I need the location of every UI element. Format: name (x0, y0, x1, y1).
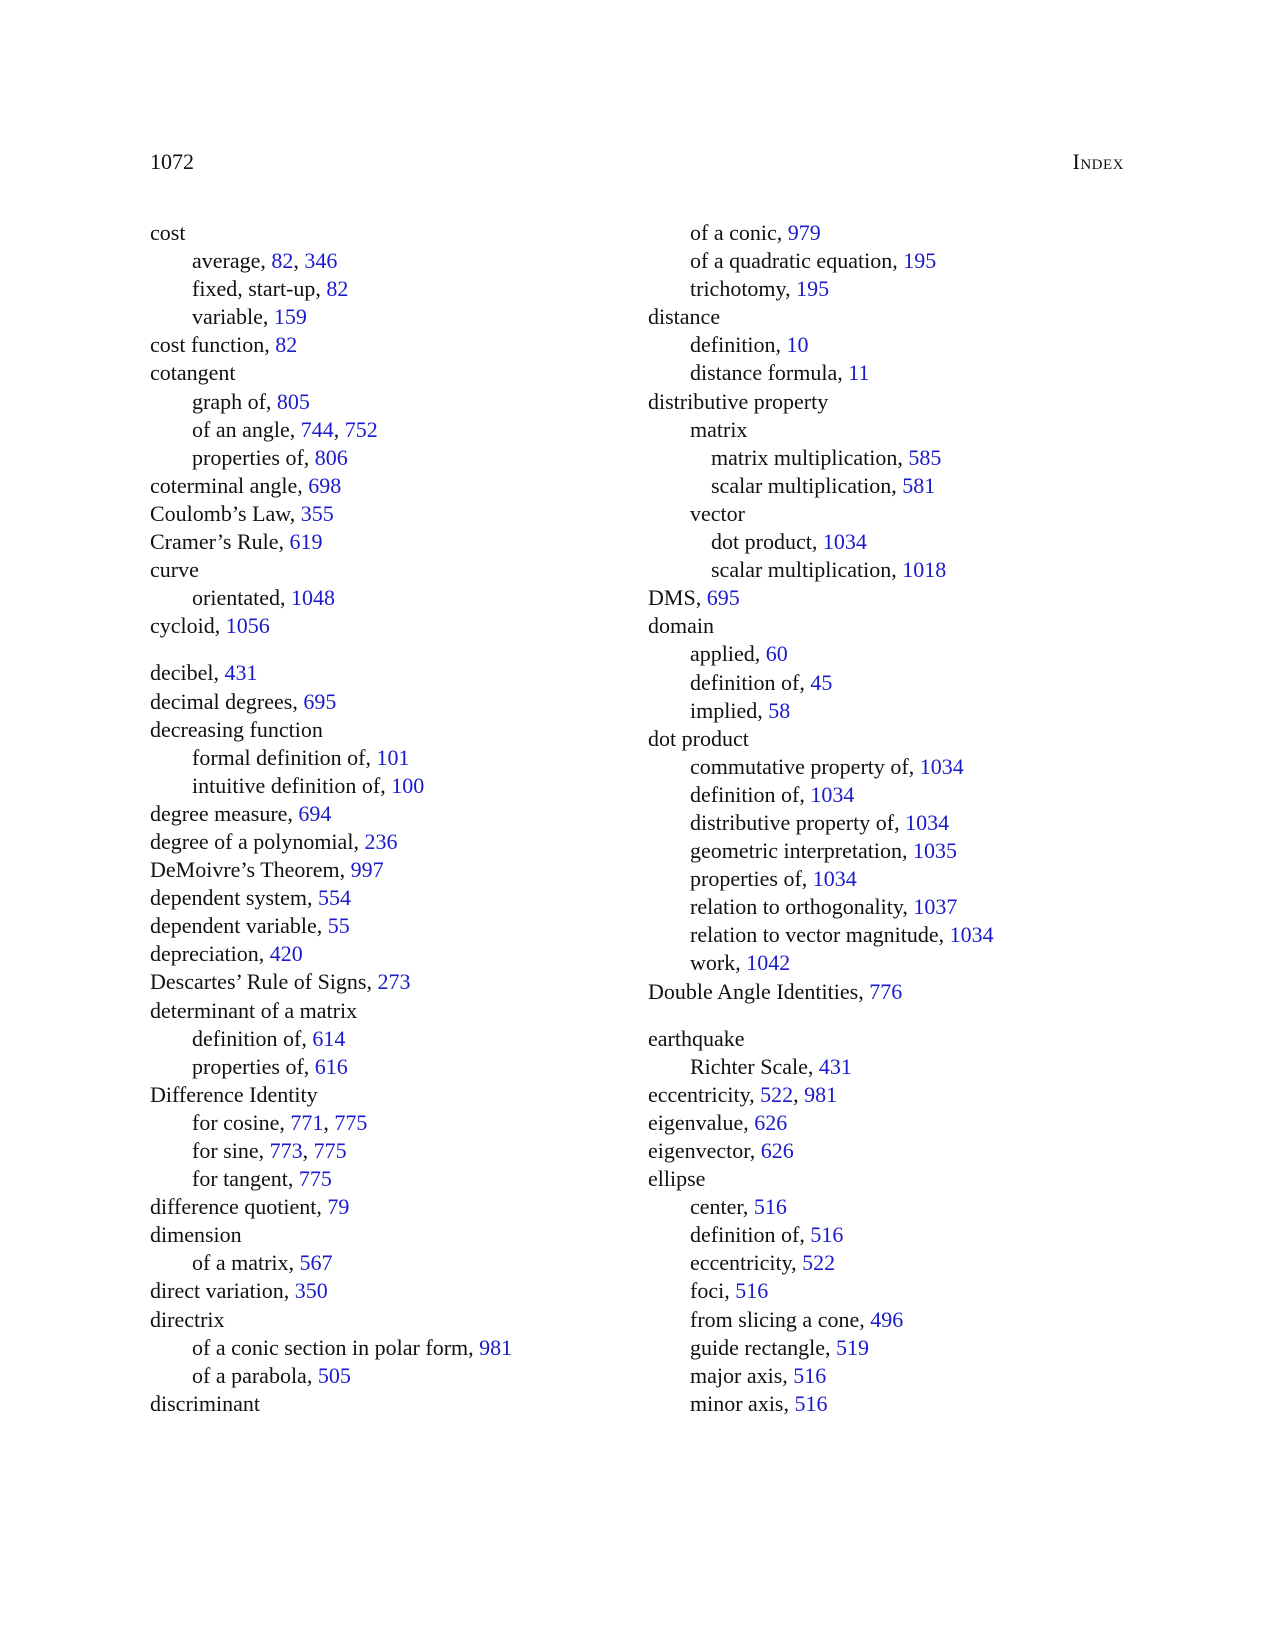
index-term: direct variation (150, 1278, 284, 1304)
index-subentry: from slicing a cone, 496 (690, 1306, 904, 1332)
page-reference-link[interactable]: 1034 (822, 529, 867, 555)
index-subentry: average, 82, 346 (192, 248, 338, 274)
page-reference-link[interactable]: 771 (290, 1109, 324, 1135)
page-reference-link[interactable]: 997 (350, 857, 384, 883)
index-subentry: of an angle, 744, 752 (192, 416, 378, 442)
index-term: Richter Scale (690, 1053, 808, 1079)
index-subentry: dot product, 1034 (711, 529, 867, 555)
page-reference-link[interactable]: 516 (793, 1362, 827, 1388)
index-entry (150, 1390, 650, 1418)
index-subentry: relation to vector magnitude, 1034 (690, 922, 994, 948)
index-entry: depreciation, 420 (150, 941, 303, 967)
page-reference-link[interactable]: 10 (786, 332, 809, 358)
index-term: scalar multiplication (711, 472, 892, 498)
letter-group-gap (648, 1006, 1148, 1025)
index-term: Cramer’s Rule (150, 529, 279, 555)
index-term: relation to vector magnitude (690, 922, 939, 948)
index-entry (648, 303, 1148, 331)
page-reference-link[interactable]: 100 (391, 772, 425, 798)
index-subentry: intuitive definition of, 100 (192, 772, 425, 798)
page-reference-link[interactable]: 775 (298, 1166, 332, 1192)
index-term: geometric interpretation (690, 838, 902, 864)
index-term: degree of a polynomial (150, 828, 354, 854)
page-reference-link[interactable]: 979 (787, 220, 821, 245)
page-reference-link[interactable]: 585 (908, 444, 942, 470)
index-term: commutative property of (690, 753, 909, 779)
page-reference-link[interactable]: 101 (376, 744, 410, 770)
page-reference-link[interactable]: 1034 (919, 753, 964, 779)
index-term: cycloid (150, 613, 215, 639)
index-term: center (690, 1194, 743, 1220)
index-entry: degree measure, 694 (150, 800, 332, 826)
page-reference-link[interactable]: 1034 (905, 809, 950, 835)
page-reference-link[interactable]: 82 (275, 332, 298, 358)
index-entry (150, 1306, 650, 1334)
index-entry: cycloid, 1056 (150, 613, 270, 639)
index-term: definition (690, 332, 776, 358)
index-term: definition of (192, 1025, 302, 1051)
index-subentry: minor axis, 516 (690, 1390, 828, 1416)
index-term: decimal degrees (150, 688, 293, 714)
index-entry: eigenvalue, 626 (648, 1109, 788, 1135)
index-term: dimension (150, 1222, 242, 1248)
page-reference-link[interactable]: 773 (269, 1138, 303, 1163)
index-term: definition of (690, 781, 800, 807)
index-subentry: variable, 159 (192, 304, 307, 330)
index-term: matrix multiplication (711, 444, 898, 470)
index-term: applied (690, 641, 755, 667)
index-term: Double Angle Identities (648, 978, 859, 1004)
index-term: major axis (690, 1362, 783, 1388)
index-entry: eigenvector, 626 (648, 1138, 794, 1163)
index-entry (150, 716, 650, 744)
index-term: difference quotient (150, 1194, 317, 1220)
index-term: of an angle (192, 416, 290, 442)
index-entry: coterminal angle, 698 (150, 472, 342, 498)
index-entry: Cramer’s Rule, 619 (150, 529, 323, 555)
page-reference-link[interactable]: 616 (314, 1053, 348, 1079)
page-reference-link[interactable]: 195 (903, 248, 937, 274)
index-subentry: matrix multiplication, 585 (711, 444, 942, 470)
index-term: DeMoivre’s Theorem (150, 857, 340, 883)
index-subentry: commutative property of, 1034 (690, 753, 964, 779)
page-reference-link[interactable]: 159 (273, 304, 307, 330)
index-subentry: properties of, 1034 (690, 866, 857, 892)
page-reference-link[interactable]: 355 (300, 500, 334, 526)
index-term: vector (690, 500, 745, 526)
index-term: variable (192, 304, 263, 330)
index-entry (648, 1165, 1148, 1193)
page-reference-link[interactable]: 619 (289, 529, 323, 555)
index-subentry: scalar multiplication, 1018 (711, 557, 947, 583)
index-term: determinant of a matrix (150, 997, 358, 1023)
index-term: implied (690, 697, 758, 723)
page-reference-link[interactable]: 516 (735, 1278, 769, 1304)
index-entry: cost function, 82 (150, 332, 298, 358)
index-term: decreasing function (150, 716, 323, 742)
index-subentry: definition, 10 (690, 332, 809, 358)
index-term: earthquake (648, 1025, 745, 1051)
page-reference-link[interactable]: 516 (794, 1390, 828, 1416)
index-subentry: definition of, 45 (690, 669, 833, 695)
index-term: depreciation (150, 941, 259, 967)
page-reference-link[interactable]: 981 (804, 1081, 838, 1107)
index-subentry: properties of, 806 (192, 444, 348, 470)
page-reference-link[interactable]: 1034 (812, 866, 857, 892)
index-term: dot product (648, 725, 749, 751)
index-term: fixed, start-up (192, 276, 316, 302)
index-term: curve (150, 557, 199, 583)
index-subentry: applied, 60 (690, 641, 788, 667)
index-term: properties of (690, 866, 802, 892)
index-entry: Coulomb’s Law, 355 (150, 500, 334, 526)
index-entry (648, 1025, 1148, 1053)
index-subentry: definition of, 1034 (690, 781, 855, 807)
page-reference-link[interactable]: 1056 (225, 613, 270, 639)
index-term: distributive property of (690, 809, 895, 835)
page-reference-link[interactable]: 79 (327, 1194, 350, 1220)
index-term: guide rectangle (690, 1334, 825, 1360)
page-reference-link[interactable]: 195 (796, 276, 830, 302)
index-term: for cosine (192, 1109, 280, 1135)
page-reference-link[interactable]: 981 (479, 1334, 513, 1360)
index-subentry: for cosine, 771, 775 (192, 1109, 368, 1135)
index-subentry: distributive property of, 1034 (690, 809, 950, 835)
index-subentry: work, 1042 (690, 950, 791, 976)
index-term: of a conic section in polar form (192, 1334, 469, 1360)
index-entry (150, 1081, 650, 1109)
index-term: cotangent (150, 360, 236, 386)
index-term: distance (648, 304, 721, 330)
index-term: decibel (150, 660, 214, 686)
index-subentry: scalar multiplication, 581 (711, 472, 936, 498)
index-term: domain (648, 613, 714, 639)
page-reference-link[interactable]: 58 (768, 697, 791, 723)
index-entry: degree of a polynomial, 236 (150, 828, 398, 854)
index-term: dot product (711, 529, 812, 555)
index-term: DMS (648, 585, 696, 611)
index-term: of a quadratic equation (690, 248, 893, 274)
page-reference-link[interactable]: 236 (364, 828, 398, 854)
index-term: ellipse (648, 1166, 706, 1192)
index-subentry: fixed, start-up, 82 (192, 276, 349, 302)
index-subentry: of a matrix, 567 (192, 1250, 333, 1276)
page-reference-link[interactable]: 420 (269, 941, 303, 967)
index-subentry: orientated, 1048 (192, 585, 335, 611)
index-term: of a parabola (192, 1362, 307, 1388)
index-term: definition of (690, 1222, 800, 1248)
index-subentry: definition of, 516 (690, 1222, 844, 1248)
index-subentry: trichotomy, 195 (690, 276, 830, 302)
index-term: work (690, 950, 736, 976)
index-entry: DMS, 695 (648, 585, 740, 611)
index-subentry: major axis, 516 (690, 1362, 827, 1388)
index-entry: decimal degrees, 695 (150, 688, 337, 714)
index-subentry: definition of, 614 (192, 1025, 346, 1051)
index-term: for sine (192, 1138, 259, 1163)
index-subentry: for tangent, 775 (192, 1166, 332, 1192)
page-reference-link[interactable]: 614 (312, 1025, 346, 1051)
index-term: average (192, 248, 261, 274)
index-term: intuitive definition of (192, 772, 381, 798)
page-reference-link[interactable]: 522 (802, 1250, 836, 1276)
page-reference-link[interactable]: 752 (344, 416, 378, 442)
index-term: Descartes’ Rule of Signs (150, 969, 367, 995)
index-term: coterminal angle (150, 472, 298, 498)
page-reference-link[interactable]: 60 (765, 641, 788, 667)
index-subentry: of a parabola, 505 (192, 1362, 351, 1388)
page-reference-link[interactable]: 1035 (912, 838, 957, 864)
index-entry: difference quotient, 79 (150, 1194, 350, 1220)
index-term: for tangent (192, 1166, 288, 1192)
index-subentry: implied, 58 (690, 697, 791, 723)
index-term: scalar multiplication (711, 557, 892, 583)
page-reference-link[interactable]: 82 (271, 248, 294, 274)
index-term: properties of (192, 1053, 304, 1079)
index-subentry: of a quadratic equation, 195 (690, 248, 937, 274)
page-reference-link[interactable]: 581 (902, 472, 936, 498)
index-term: eccentricity (690, 1250, 792, 1276)
page-reference-link[interactable]: 505 (317, 1362, 351, 1388)
page-reference-link[interactable]: 516 (810, 1222, 844, 1248)
page-reference-link[interactable]: 567 (299, 1250, 333, 1276)
index-entry: dependent system, 554 (150, 885, 352, 911)
index-term: discriminant (150, 1390, 260, 1416)
page-reference-link[interactable]: 626 (754, 1109, 788, 1135)
index-term: eccentricity (648, 1081, 750, 1107)
index-term: eigenvector (648, 1138, 750, 1163)
page-reference-link[interactable]: 519 (836, 1334, 869, 1360)
index-entry: direct variation, 350 (150, 1278, 328, 1304)
index-entry: dependent variable, 55 (150, 913, 350, 939)
index-entry (150, 556, 650, 584)
page-reference-link[interactable]: 55 (327, 913, 350, 939)
index-term: Difference Identity (150, 1081, 318, 1107)
index-entry: DeMoivre’s Theorem, 997 (150, 857, 384, 883)
page-reference-link[interactable]: 775 (334, 1109, 368, 1135)
index-term: cost function (150, 332, 265, 358)
page-reference-link[interactable]: 522 (760, 1081, 794, 1107)
index-term: distributive property (648, 388, 829, 414)
running-head: Index (1072, 149, 1124, 174)
index-term: trichotomy (690, 276, 786, 302)
page-reference-link[interactable]: 806 (314, 444, 348, 470)
index-term: orientated (192, 585, 280, 611)
page-reference-link[interactable]: 805 (276, 388, 310, 414)
page-reference-link[interactable]: 554 (318, 885, 352, 911)
page-reference-link[interactable]: 82 (326, 276, 349, 302)
index-term: dependent variable (150, 913, 317, 939)
index-entry (150, 1221, 650, 1249)
page-reference-link[interactable]: 273 (377, 969, 411, 995)
index-column-right (648, 219, 1148, 1418)
index-term: dependent system (150, 885, 308, 911)
index-column-left (150, 219, 650, 1418)
index-entry (648, 725, 1148, 753)
index-term: relation to orthogonality (690, 894, 903, 920)
page-reference-link[interactable]: 626 (760, 1138, 794, 1163)
index-subentry: foci, 516 (690, 1278, 769, 1304)
page-reference-link[interactable]: 744 (300, 416, 334, 442)
index-term: distance formula (690, 360, 838, 386)
page-reference-link[interactable]: 496 (870, 1306, 904, 1332)
page-reference-link[interactable]: 350 (294, 1278, 328, 1304)
page-reference-link[interactable]: 776 (869, 978, 903, 1004)
page-reference-link[interactable]: 1048 (290, 585, 335, 611)
index-subentry: of a conic, 979 (690, 220, 821, 245)
index-subentry: of a conic section in polar form, 981 (192, 1334, 513, 1360)
index-entry (150, 997, 650, 1025)
index-term: properties of (192, 444, 304, 470)
index-subentry: formal definition of, 101 (192, 744, 410, 770)
page-reference-link[interactable]: 11 (848, 360, 870, 386)
page-reference-link[interactable]: 695 (706, 585, 740, 611)
page-reference-link[interactable]: 346 (304, 248, 338, 274)
index-subentry: Richter Scale, 431 (690, 1053, 852, 1079)
index-term: eigenvalue (648, 1109, 744, 1135)
index-subentry: geometric interpretation, 1035 (690, 838, 957, 864)
index-term: graph of (192, 388, 266, 414)
index-term: cost (150, 220, 186, 245)
index-term: minor axis (690, 1390, 784, 1416)
index-entry: decibel, 431 (150, 660, 258, 686)
page-reference-link[interactable]: 431 (818, 1053, 852, 1079)
index-term: degree measure (150, 800, 288, 826)
index-term: matrix (690, 416, 748, 442)
index-entry: Descartes’ Rule of Signs, 273 (150, 969, 411, 995)
index-term: foci (690, 1278, 725, 1304)
index-term: definition of (690, 669, 800, 695)
index-term: of a matrix (192, 1250, 289, 1276)
index-term: Coulomb’s Law (150, 500, 290, 526)
page-reference-link[interactable]: 1034 (810, 781, 855, 807)
page-reference-link[interactable]: 694 (298, 800, 332, 826)
page-reference-link[interactable]: 775 (313, 1138, 347, 1163)
index-entry (150, 359, 650, 387)
index-subentry: eccentricity, 522 (690, 1250, 836, 1276)
index-entry (648, 612, 1148, 640)
page-reference-link[interactable]: 1034 (949, 922, 994, 948)
index-subentry: properties of, 616 (192, 1053, 348, 1079)
index-subentry: center, 516 (690, 1194, 787, 1220)
index-subentry: distance formula, 11 (690, 360, 870, 386)
index-entry: Double Angle Identities, 776 (648, 978, 903, 1004)
index-term: formal definition of (192, 744, 366, 770)
letter-group-gap (150, 640, 650, 659)
page-reference-link[interactable]: 45 (810, 669, 833, 695)
index-subentry (648, 416, 1148, 444)
index-subentry: guide rectangle, 519 (690, 1334, 869, 1360)
page-reference-link[interactable]: 698 (308, 472, 342, 498)
page-reference-link[interactable]: 1042 (746, 950, 791, 976)
index-entry (648, 388, 1148, 416)
index-entry (150, 219, 650, 247)
index-subentry: graph of, 805 (192, 388, 310, 414)
page-reference-link[interactable]: 1018 (902, 557, 947, 583)
page-number: 1072 (150, 149, 194, 174)
index-subentry (648, 500, 1148, 528)
page-reference-link[interactable]: 695 (303, 688, 337, 714)
index-subentry: relation to orthogonality, 1037 (690, 894, 958, 920)
page-reference-link[interactable]: 516 (753, 1194, 787, 1220)
page-header (150, 146, 1124, 178)
index-entry: eccentricity, 522, 981 (648, 1081, 838, 1107)
index-subentry: for sine, 773, 775 (192, 1138, 347, 1163)
index-term: from slicing a cone (690, 1306, 860, 1332)
page-reference-link[interactable]: 431 (224, 660, 258, 686)
index-term: directrix (150, 1306, 225, 1332)
index-term: of a conic (690, 220, 777, 245)
page-reference-link[interactable]: 1037 (913, 894, 958, 920)
